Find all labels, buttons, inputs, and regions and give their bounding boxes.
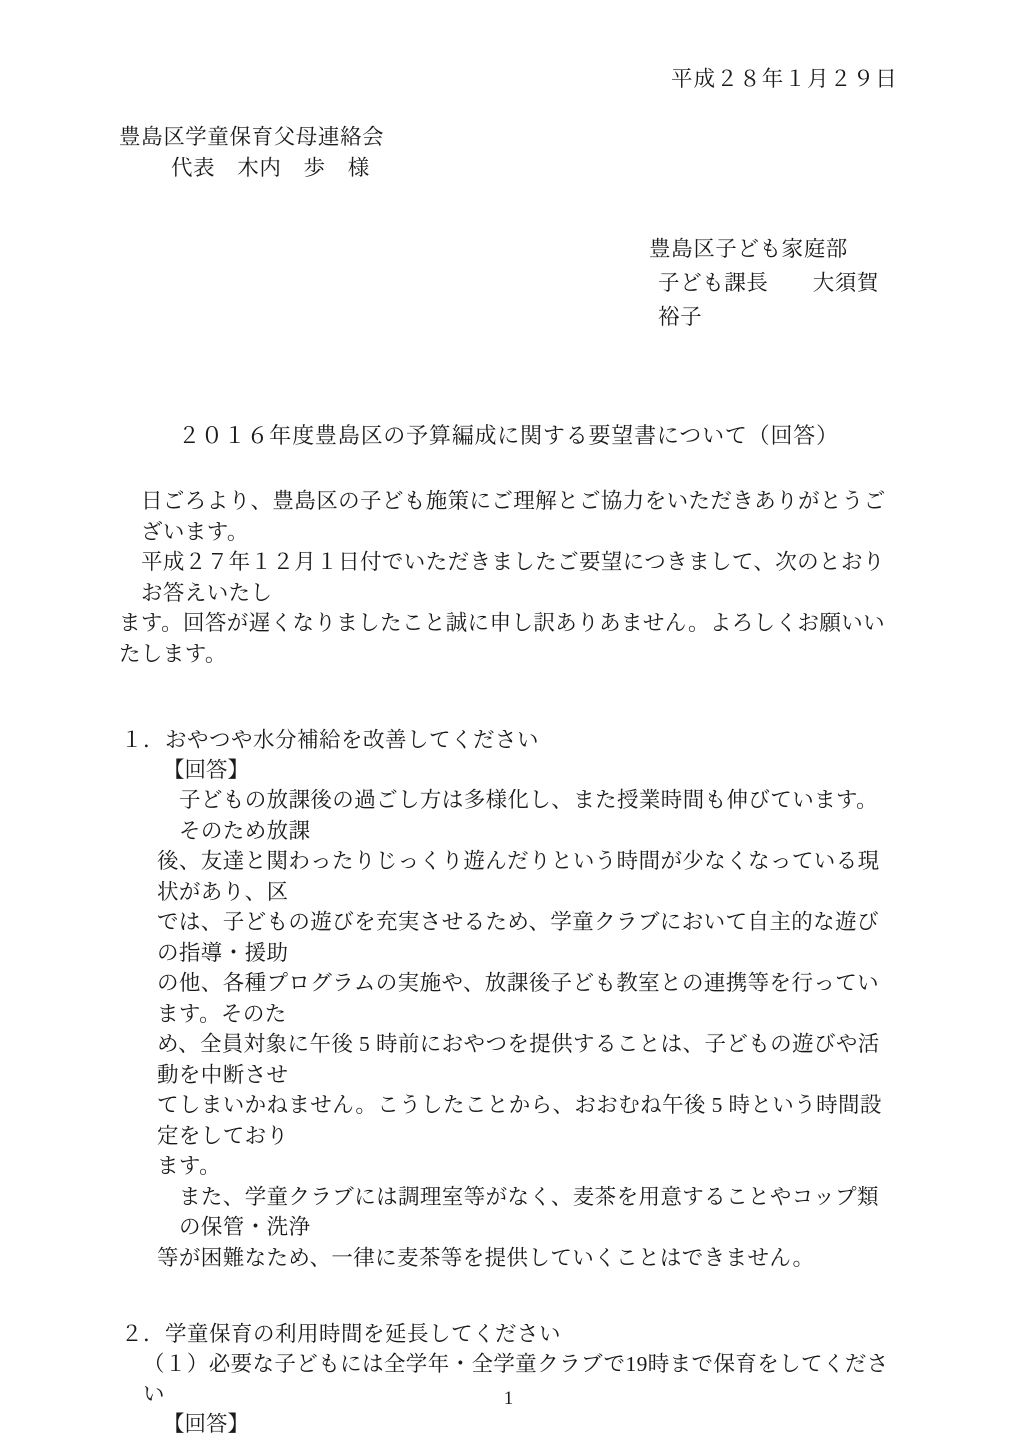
answer-line: の他、各種プログラムの実施や、放課後子ども教室との連携等を行っています。そのた: [157, 971, 880, 1026]
section-2-item-1-answer-label: 【回答】: [163, 1412, 250, 1436]
intro-line: ます。回答が遅くなりましたこと誠に申し訳ありあません。よろしくお願いいたします。: [119, 611, 886, 666]
answer-line: てしまいかねません。こうしたことから、おおむね午後 5 時という時間設定をしており: [157, 1093, 882, 1148]
intro-paragraph: [119, 486, 898, 669]
intro-line: 平成２７年１２月１日付でいただきましたご要望につきまして、次のとおりお答えいたし: [141, 550, 885, 605]
addressee-block: [119, 122, 898, 184]
section-1-answer-body: [119, 785, 898, 1273]
section-1-answer-label: 【回答】: [163, 758, 250, 782]
sender-department: 豊島区子ども家庭部: [649, 237, 848, 261]
answer-line: ます。: [157, 1154, 221, 1178]
addressee-person: 代表 木内 歩 様: [171, 156, 370, 180]
section-1: [119, 725, 898, 1273]
document-date: 平成２８年１月２９日: [670, 67, 898, 91]
section-2-item-1-heading: （１）必要な子どもには全学年・全学童クラブで19時まで保育をしてください: [143, 1352, 889, 1406]
page-number: 1: [503, 1388, 514, 1409]
intro-line: 日ごろより、豊島区の子ども施策にご理解とご協力をいただきありがとうございます。: [141, 489, 886, 544]
page-title: ２０１６年度豊島区の予算編成に関する要望書について（回答）: [178, 423, 839, 448]
spacer: [119, 1273, 898, 1293]
answer-line: 後、友達と関わったりじっくり遊んだりという時間が少なくなっている現状があり、区: [157, 849, 880, 904]
answer-line: め、全員対象に午後 5 時前におやつを提供することは、子どもの遊びや活動を中断させ: [157, 1032, 880, 1087]
section-1-heading: １．おやつや水分補給を改善してください: [121, 728, 540, 752]
addressee-organization: 豊島区学童保育父母連絡会: [119, 125, 385, 149]
answer-line: 子どもの放課後の過ごし方は多様化し、また授業時間も伸びています。そのため放課: [179, 788, 879, 843]
answer-line: 等が困難なため、一律に麦茶等を提供していくことはできません。: [157, 1245, 815, 1270]
section-2: [119, 1319, 898, 1439]
sender-title-name: 子ども課長 大須賀 裕子: [658, 271, 902, 329]
spacer: [119, 669, 898, 699]
answer-line: また、学童クラブには調理室等がなく、麦茶を用意することやコップ類の保管・洗浄: [179, 1184, 879, 1239]
sender-block: [119, 232, 902, 334]
answer-line: では、子どもの遊びを充実させるため、学童クラブにおいて自主的な遊びの指導・援助: [157, 910, 879, 965]
section-2-heading: ２．学童保育の利用時間を延長してください: [121, 1322, 562, 1346]
